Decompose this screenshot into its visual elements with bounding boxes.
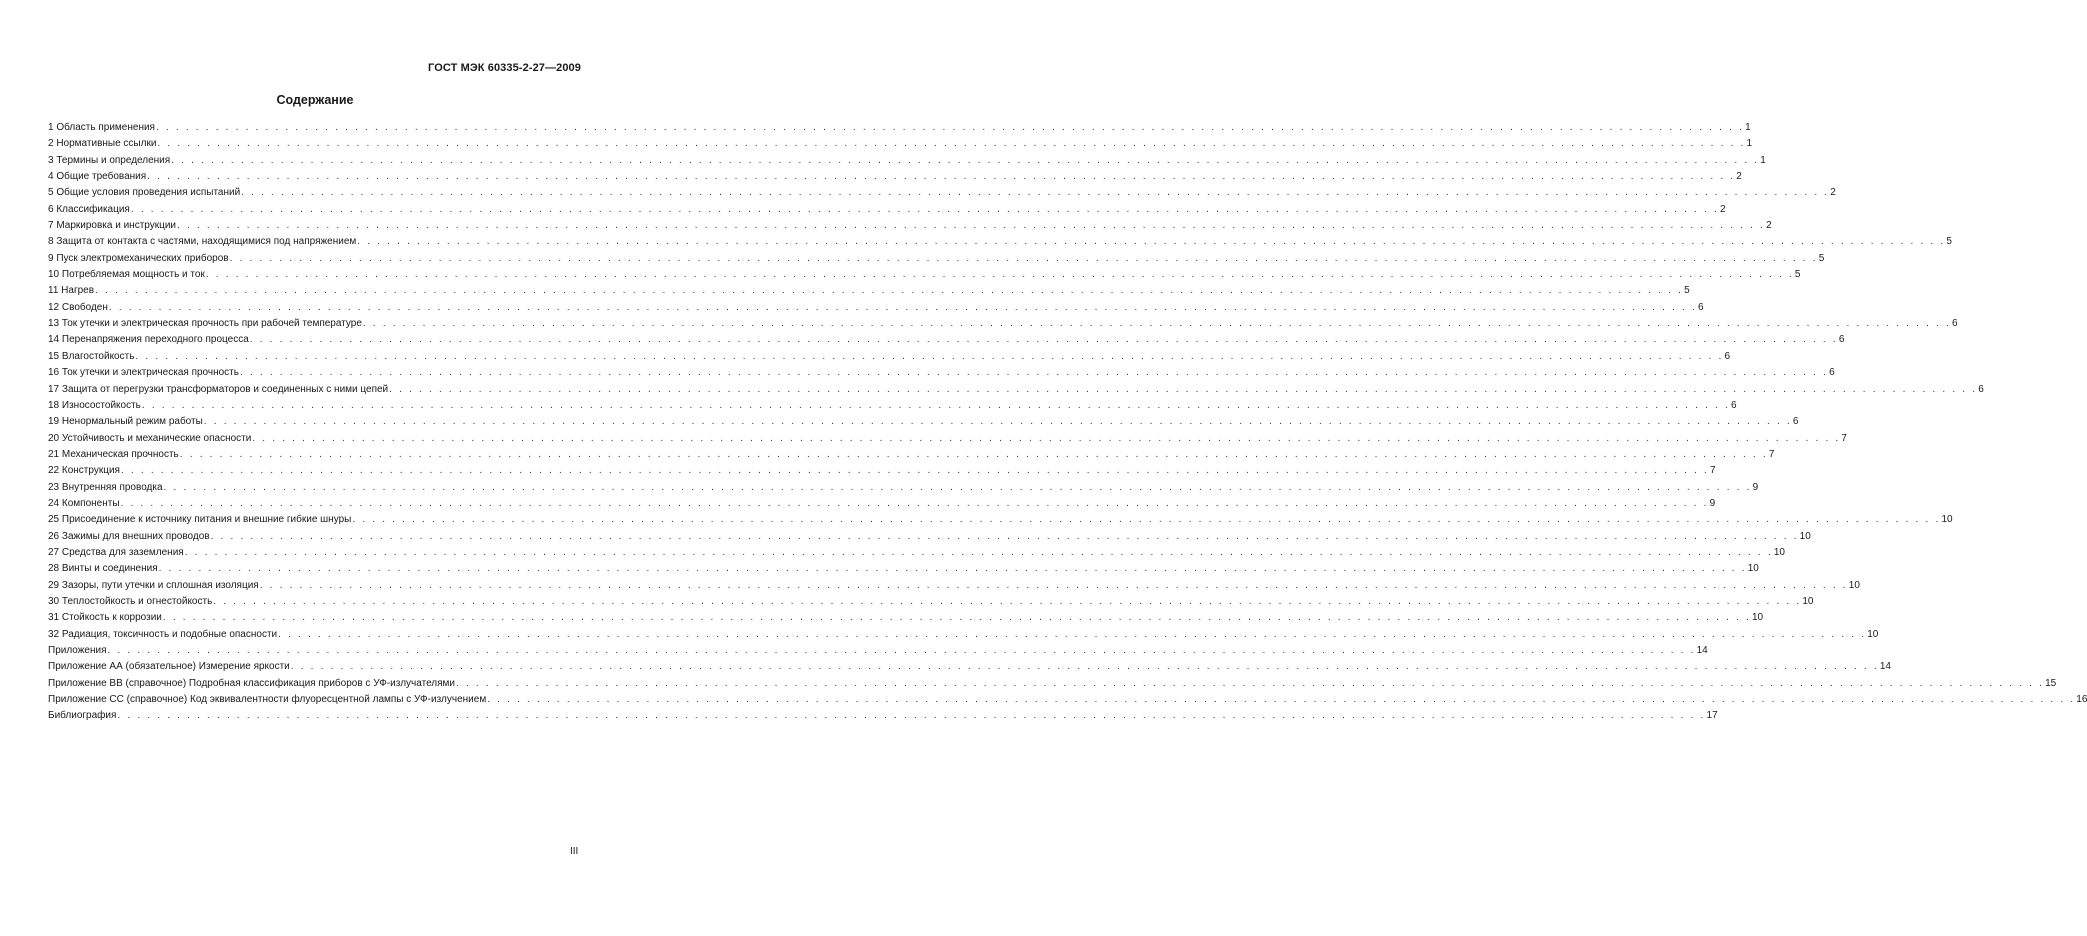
toc-entry-page: 6 <box>1730 399 1737 411</box>
dot-leader: . . . . . . . . . . . . . . . . . . . . . . . . . . . . . . . . . . . . . . . . . . . . . . . . . . . . . . . . . . . . . . . . . . . . . . . . . . . . . . . . . . . . . . . . . . . . . . . . . . . . . . . . . . . . . . . . . . . . . . . . . . . . . . . . . . . . . . . . . . . . . . . . . . . . . . . . . . . . . . . . <box>456 677 2045 689</box>
toc-entry <box>48 643 1708 659</box>
toc-entry-title: 3 Термины и определения <box>48 154 171 166</box>
dot-leader: . . . . . . . . . . . . . . . . . . . . . . . . . . . . . . . . . . . . . . . . . . . . . . . . . . . . . . . . . . . . . . . . . . . . . . . . . . . . . . . . . . . . . . . . . . . . . . . . . . . . . . . . . . . . . . . . . . . . . . . . . . . . . . . . . . . . . . . . . . . . . . . . . . . . . . . . . . . . . . . . <box>130 203 1719 215</box>
toc-entry-title: 28 Винты и соединения <box>48 563 158 575</box>
dot-leader: . . . . . . . . . . . . . . . . . . . . . . . . . . . . . . . . . . . . . . . . . . . . . . . . . . . . . . . . . . . . . . . . . . . . . . . . . . . . . . . . . . . . . . . . . . . . . . . . . . . . . . . . . . . . . . . . . . . . . . . . . . . . . . . . . . . . . . . . . . . . . . . . . . . . . . . . . . . . . . . . <box>120 465 1710 477</box>
toc-entry-page: 6 <box>1792 416 1799 428</box>
dot-leader: . . . . . . . . . . . . . . . . . . . . . . . . . . . . . . . . . . . . . . . . . . . . . . . . . . . . . . . . . . . . . . . . . . . . . . . . . . . . . . . . . . . . . . . . . . . . . . . . . . . . . . . . . . . . . . . . . . . . . . . . . . . . . . . . . . . . . . . . . . . . . . . . . . . . . . . . . . . . . . . . <box>249 334 1838 346</box>
toc-entry-title: 15 Влагостойкость <box>48 350 135 362</box>
toc-entry <box>48 480 1759 496</box>
toc-entry-page: 10 <box>1773 546 1785 558</box>
toc-entry <box>48 447 1775 463</box>
dot-leader: . . . . . . . . . . . . . . . . . . . . . . . . . . . . . . . . . . . . . . . . . . . . . . . . . . . . . . . . . . . . . . . . . . . . . . . . . . . . . . . . . . . . . . . . . . . . . . . . . . . . . . . . . . . . . . . . . . . . . . . . . . . . . . . . . . . . . . . . . . . . . . . . . . . . . . . . . . . . . . . . <box>229 252 1818 264</box>
toc-entry <box>48 659 1891 675</box>
toc-entry-page: 6 <box>1724 350 1731 362</box>
toc-entry <box>48 234 1952 250</box>
dot-leader: . . . . . . . . . . . . . . . . . . . . . . . . . . . . . . . . . . . . . . . . . . . . . . . . . . . . . . . . . . . . . . . . . . . . . . . . . . . . . . . . . . . . . . . . . . . . . . . . . . . . . . . . . . . . . . . . . . . . . . . . . . . . . . . . . . . . . . . . . . . . . . . . . . . . . . . . . . . . . . . . <box>171 154 1760 166</box>
toc-entry-page: 10 <box>1848 579 1860 591</box>
dot-leader: . . . . . . . . . . . . . . . . . . . . . . . . . . . . . . . . . . . . . . . . . . . . . . . . . . . . . . . . . . . . . . . . . . . . . . . . . . . . . . . . . . . . . . . . . . . . . . . . . . . . . . . . . . . . . . . . . . . . . . . . . . . . . . . . . . . . . . . . . . . . . . . . . . . . . . . . . . . . . . . . <box>184 546 1773 558</box>
toc-entry-title: 2 Нормативные ссылки <box>48 138 157 150</box>
toc-entry-title: 19 Ненормальный режим работы <box>48 416 203 428</box>
toc-entry-title: Библиография <box>48 710 117 722</box>
toc-entry-title: 9 Пуск электромеханических приборов <box>48 252 229 264</box>
toc-entry-page: 2 <box>1766 220 1772 232</box>
dot-leader: . . . . . . . . . . . . . . . . . . . . . . . . . . . . . . . . . . . . . . . . . . . . . . . . . . . . . . . . . . . . . . . . . . . . . . . . . . . . . . . . . . . . . . . . . . . . . . . . . . . . . . . . . . . . . . . . . . . . . . . . . . . . . . . . . . . . . . . . . . . . . . . . . . . . . . . . . . . . . . . . <box>117 710 1706 722</box>
toc-entry <box>48 529 1811 545</box>
toc-entry-page: 2 <box>1736 171 1742 183</box>
toc-entry-title: 23 Внутренняя проводка <box>48 481 163 493</box>
toc-entry-page: 7 <box>1768 448 1775 460</box>
toc-entry <box>48 431 1847 447</box>
dot-leader: . . . . . . . . . . . . . . . . . . . . . . . . . . . . . . . . . . . . . . . . . . . . . . . . . . . . . . . . . . . . . . . . . . . . . . . . . . . . . . . . . . . . . . . . . . . . . . . . . . . . . . . . . . . . . . . . . . . . . . . . . . . . . . . . . . . . . . . . . . . . . . . . . . . . . . . . . . . . . . . . <box>389 383 1978 395</box>
toc-entry <box>48 627 1879 643</box>
toc-entry-title: 32 Радиация, токсичность и подобные опасности <box>48 628 278 640</box>
toc-entry <box>48 414 1799 430</box>
toc-entry-title: 4 Общие требования <box>48 171 147 183</box>
toc-entry-title: 8 Защита от контакта с частями, находящимися под напряжением <box>48 236 357 248</box>
toc-entry-page: 6 <box>1978 383 1984 395</box>
toc-entry-title: 13 Ток утечки и электрическая прочность при рабочей температуре <box>48 318 362 330</box>
toc-entry-page: 7 <box>1710 465 1716 477</box>
toc-entry-title: 6 Классификация <box>48 203 130 215</box>
toc-entry-title: Приложения <box>48 645 107 656</box>
dot-leader: . . . . . . . . . . . . . . . . . . . . . . . . . . . . . . . . . . . . . . . . . . . . . . . . . . . . . . . . . . . . . . . . . . . . . . . . . . . . . . . . . . . . . . . . . . . . . . . . . . . . . . . . . . . . . . . . . . . . . . . . . . . . . . . . . . . . . . . . . . . . . . . . . . . . . . . . . . . . . . . . <box>158 563 1747 575</box>
dot-leader: . . . . . . . . . . . . . . . . . . . . . . . . . . . . . . . . . . . . . . . . . . . . . . . . . . . . . . . . . . . . . . . . . . . . . . . . . . . . . . . . . . . . . . . . . . . . . . . . . . . . . . . . . . . . . . . . . . . . . . . . . . . . . . . . . . . . . . . . . . . . . . . . . . . . . . . . . . . . . . . . <box>147 171 1736 183</box>
toc-entry-page: 2 <box>1719 203 1726 215</box>
toc-entry-page: 6 <box>1697 301 1704 313</box>
toc-entry-page: 14 <box>1696 645 1708 656</box>
dot-leader: . . . . . . . . . . . . . . . . . . . . . . . . . . . . . . . . . . . . . . . . . . . . . . . . . . . . . . . . . . . . . . . . . . . . . . . . . . . . . . . . . . . . . . . . . . . . . . . . . . . . . . . . . . . . . . . . . . . . . . . . . . . . . . . . . . . . . . . . . . . . . . . . . . . . . . . . . . . . . . . . <box>107 645 1696 656</box>
dot-leader: . . . . . . . . . . . . . . . . . . . . . . . . . . . . . . . . . . . . . . . . . . . . . . . . . . . . . . . . . . . . . . . . . . . . . . . . . . . . . . . . . . . . . . . . . . . . . . . . . . . . . . . . . . . . . . . . . . . . . . . . . . . . . . . . . . . . . . . . . . . . . . . . . . . . . . . . . . . . . . . . <box>155 122 1745 133</box>
toc-entry <box>48 267 1801 283</box>
dot-leader: . . . . . . . . . . . . . . . . . . . . . . . . . . . . . . . . . . . . . . . . . . . . . . . . . . . . . . . . . . . . . . . . . . . . . . . . . . . . . . . . . . . . . . . . . . . . . . . . . . . . . . . . . . . . . . . . . . . . . . . . . . . . . . . . . . . . . . . . . . . . . . . . . . . . . . . . . . . . . . . . <box>239 367 1829 379</box>
toc-entry-title: 22 Конструкция <box>48 465 120 477</box>
toc-entry-page: 5 <box>1684 285 1690 297</box>
toc-entry-page: 10 <box>1747 563 1759 575</box>
toc-entry <box>48 218 1772 234</box>
toc-entry <box>48 283 1690 299</box>
toc-entry-page: 10 <box>1799 530 1811 542</box>
toc-entry <box>48 463 1716 479</box>
toc-entry <box>48 496 1716 512</box>
toc-entry-title: 17 Защита от перегрузки трансформаторов и соединенных с ними цепей <box>48 383 389 395</box>
dot-leader: . . . . . . . . . . . . . . . . . . . . . . . . . . . . . . . . . . . . . . . . . . . . . . . . . . . . . . . . . . . . . . . . . . . . . . . . . . . . . . . . . . . . . . . . . . . . . . . . . . . . . . . . . . . . . . . . . . . . . . . . . . . . . . . . . . . . . . . . . . . . . . . . . . . . . . . . . . . . . . . . <box>95 285 1684 297</box>
toc-entry-page: 2 <box>1830 187 1836 199</box>
toc-entry-title: 29 Зазоры, пути утечки и сплошная изоляция <box>48 579 259 591</box>
toc-entry <box>48 136 1753 152</box>
toc-entry-title: 10 Потребляемая мощность и ток <box>48 269 205 281</box>
toc-entry <box>48 332 1845 348</box>
toc-entry-title: 21 Механическая прочность <box>48 448 179 460</box>
toc-entry-title: 16 Ток утечки и электрическая прочность <box>48 367 239 379</box>
toc-entry <box>48 365 1835 381</box>
toc-entry-title: 12 Свободен <box>48 301 108 313</box>
toc-entry-title: 18 Износостойкость <box>48 399 141 411</box>
toc-entry-page: 9 <box>1752 481 1759 493</box>
dot-leader: . . . . . . . . . . . . . . . . . . . . . . . . . . . . . . . . . . . . . . . . . . . . . . . . . . . . . . . . . . . . . . . . . . . . . . . . . . . . . . . . . . . . . . . . . . . . . . . . . . . . . . . . . . . . . . . . . . . . . . . . . . . . . . . . . . . . . . . . . . . . . . . . . . . . . . . . . . . . . . . . <box>205 269 1794 281</box>
toc-entry-page: 10 <box>1751 612 1764 624</box>
toc-entry-title: Приложение СС (справочное) Код эквивалентности флуоресцентной лампы с УФ-излучением <box>48 694 487 706</box>
dot-leader: . . . . . . . . . . . . . . . . . . . . . . . . . . . . . . . . . . . . . . . . . . . . . . . . . . . . . . . . . . . . . . . . . . . . . . . . . . . . . . . . . . . . . . . . . . . . . . . . . . . . . . . . . . . . . . . . . . . . . . . . . . . . . . . . . . . . . . . . . . . . . . . . . . . . . . . . . . . . . . . . <box>487 694 2076 706</box>
standard-header: ГОСТ МЭК 60335-2-27—2009 <box>428 62 581 74</box>
dot-leader: . . . . . . . . . . . . . . . . . . . . . . . . . . . . . . . . . . . . . . . . . . . . . . . . . . . . . . . . . . . . . . . . . . . . . . . . . . . . . . . . . . . . . . . . . . . . . . . . . . . . . . . . . . . . . . . . . . . . . . . . . . . . . . . . . . . . . . . . . . . . . . . . . . . . . . . . . . . . . . . . <box>135 350 1724 362</box>
table-of-contents <box>48 120 2087 725</box>
dot-leader: . . . . . . . . . . . . . . . . . . . . . . . . . . . . . . . . . . . . . . . . . . . . . . . . . . . . . . . . . . . . . . . . . . . . . . . . . . . . . . . . . . . . . . . . . . . . . . . . . . . . . . . . . . . . . . . . . . . . . . . . . . . . . . . . . . . . . . . . . . . . . . . . . . . . . . . . . . . . . . . . <box>177 220 1766 232</box>
toc-entry-title: 1 Область применения <box>48 122 155 133</box>
toc-entry-page: 6 <box>1952 318 1958 330</box>
toc-entry-page: 1 <box>1760 154 1766 166</box>
toc-entry-title: 24 Компоненты <box>48 497 120 509</box>
toc-entry-page: 5 <box>1946 236 1952 248</box>
toc-entry <box>48 578 1860 594</box>
toc-entry-title: 26 Зажимы для внешних проводов <box>48 530 210 542</box>
dot-leader: . . . . . . . . . . . . . . . . . . . . . . . . . . . . . . . . . . . . . . . . . . . . . . . . . . . . . . . . . . . . . . . . . . . . . . . . . . . . . . . . . . . . . . . . . . . . . . . . . . . . . . . . . . . . . . . . . . . . . . . . . . . . . . . . . . . . . . . . . . . . . . . . . . . . . . . . . . . . . . . . <box>213 595 1802 607</box>
toc-entry-page: 16 <box>2076 694 2087 706</box>
toc-entry-page: 10 <box>1941 514 1953 526</box>
toc-entry-page: 10 <box>1867 628 1879 640</box>
toc-entry-title: 14 Перенапряжения переходного процесса <box>48 334 249 346</box>
toc-entry-page: 15 <box>2045 677 2057 689</box>
dot-leader: . . . . . . . . . . . . . . . . . . . . . . . . . . . . . . . . . . . . . . . . . . . . . . . . . . . . . . . . . . . . . . . . . . . . . . . . . . . . . . . . . . . . . . . . . . . . . . . . . . . . . . . . . . . . . . . . . . . . . . . . . . . . . . . . . . . . . . . . . . . . . . . . . . . . . . . . . . . . . . . . <box>362 318 1951 330</box>
toc-entry-title: 30 Теплостойкость и огнестойкость <box>48 595 213 607</box>
dot-leader: . . . . . . . . . . . . . . . . . . . . . . . . . . . . . . . . . . . . . . . . . . . . . . . . . . . . . . . . . . . . . . . . . . . . . . . . . . . . . . . . . . . . . . . . . . . . . . . . . . . . . . . . . . . . . . . . . . . . . . . . . . . . . . . . . . . . . . . . . . . . . . . . . . . . . . . . . . . . . . . . <box>290 661 1879 673</box>
dot-leader: . . . . . . . . . . . . . . . . . . . . . . . . . . . . . . . . . . . . . . . . . . . . . . . . . . . . . . . . . . . . . . . . . . . . . . . . . . . . . . . . . . . . . . . . . . . . . . . . . . . . . . . . . . . . . . . . . . . . . . . . . . . . . . . . . . . . . . . . . . . . . . . . . . . . . . . . . . . . . . . . <box>352 514 1941 526</box>
toc-entry-page: 10 <box>1802 595 1814 607</box>
toc-entry <box>48 185 1836 201</box>
dot-leader: . . . . . . . . . . . . . . . . . . . . . . . . . . . . . . . . . . . . . . . . . . . . . . . . . . . . . . . . . . . . . . . . . . . . . . . . . . . . . . . . . . . . . . . . . . . . . . . . . . . . . . . . . . . . . . . . . . . . . . . . . . . . . . . . . . . . . . . . . . . . . . . . . . . . . . . . . . . . . . . . <box>210 530 1799 542</box>
dot-leader: . . . . . . . . . . . . . . . . . . . . . . . . . . . . . . . . . . . . . . . . . . . . . . . . . . . . . . . . . . . . . . . . . . . . . . . . . . . . . . . . . . . . . . . . . . . . . . . . . . . . . . . . . . . . . . . . . . . . . . . . . . . . . . . . . . . . . . . . . . . . . . . . . . . . . . . . . . . . . . . . <box>162 612 1751 624</box>
toc-entry-title: 25 Присоединение к источнику питания и внешние гибкие шнуры <box>48 514 352 526</box>
toc-entry <box>48 676 2057 692</box>
dot-leader: . . . . . . . . . . . . . . . . . . . . . . . . . . . . . . . . . . . . . . . . . . . . . . . . . . . . . . . . . . . . . . . . . . . . . . . . . . . . . . . . . . . . . . . . . . . . . . . . . . . . . . . . . . . . . . . . . . . . . . . . . . . . . . . . . . . . . . . . . . . . . . . . . . . . . . . . . . . . . . . . <box>241 187 1830 199</box>
toc-entry-page: 7 <box>1841 432 1847 444</box>
dot-leader: . . . . . . . . . . . . . . . . . . . . . . . . . . . . . . . . . . . . . . . . . . . . . . . . . . . . . . . . . . . . . . . . . . . . . . . . . . . . . . . . . . . . . . . . . . . . . . . . . . . . . . . . . . . . . . . . . . . . . . . . . . . . . . . . . . . . . . . . . . . . . . . . . . . . . . . . . . . . . . . . <box>108 301 1697 313</box>
toc-entry-title: Приложение ВВ (справочное) Подробная классификация приборов с УФ-излучателями <box>48 677 456 689</box>
toc-entry <box>48 300 1704 316</box>
toc-entry <box>48 153 1766 169</box>
toc-entry <box>48 561 1759 577</box>
dot-leader: . . . . . . . . . . . . . . . . . . . . . . . . . . . . . . . . . . . . . . . . . . . . . . . . . . . . . . . . . . . . . . . . . . . . . . . . . . . . . . . . . . . . . . . . . . . . . . . . . . . . . . . . . . . . . . . . . . . . . . . . . . . . . . . . . . . . . . . . . . . . . . . . . . . . . . . . . . . . . . . . <box>203 416 1792 428</box>
dot-leader: . . . . . . . . . . . . . . . . . . . . . . . . . . . . . . . . . . . . . . . . . . . . . . . . . . . . . . . . . . . . . . . . . . . . . . . . . . . . . . . . . . . . . . . . . . . . . . . . . . . . . . . . . . . . . . . . . . . . . . . . . . . . . . . . . . . . . . . . . . . . . . . . . . . . . . . . . . . . . . . . <box>357 236 1946 248</box>
toc-entry <box>48 545 1785 561</box>
toc-entry <box>48 169 1742 185</box>
toc-entry-title: 5 Общие условия проведения испытаний <box>48 187 241 199</box>
toc-entry-title: 11 Нагрев <box>48 285 95 297</box>
toc-entry <box>48 512 1953 528</box>
toc-entry-page: 6 <box>1829 367 1835 379</box>
toc-entry <box>48 202 1726 218</box>
toc-entry-page: 5 <box>1794 269 1801 281</box>
page-title: Содержание <box>276 93 354 107</box>
toc-entry <box>48 120 1751 136</box>
dot-leader: . . . . . . . . . . . . . . . . . . . . . . . . . . . . . . . . . . . . . . . . . . . . . . . . . . . . . . . . . . . . . . . . . . . . . . . . . . . . . . . . . . . . . . . . . . . . . . . . . . . . . . . . . . . . . . . . . . . . . . . . . . . . . . . . . . . . . . . . . . . . . . . . . . . . . . . . . . . . . . . . <box>259 579 1848 591</box>
toc-entry <box>48 251 1825 267</box>
dot-leader: . . . . . . . . . . . . . . . . . . . . . . . . . . . . . . . . . . . . . . . . . . . . . . . . . . . . . . . . . . . . . . . . . . . . . . . . . . . . . . . . . . . . . . . . . . . . . . . . . . . . . . . . . . . . . . . . . . . . . . . . . . . . . . . . . . . . . . . . . . . . . . . . . . . . . . . . . . . . . . . . <box>278 628 1867 640</box>
toc-entry-title: 20 Устойчивость и механические опасности <box>48 432 252 444</box>
toc-entry-page: 1 <box>1745 122 1751 133</box>
toc-entry <box>48 382 1984 398</box>
toc-entry-title: 27 Средства для заземления <box>48 546 184 558</box>
toc-entry-page: 5 <box>1818 252 1825 264</box>
toc-entry-page: 9 <box>1709 497 1716 509</box>
toc-entry <box>48 692 2087 708</box>
toc-entry-title: Приложение АА (обязательное) Измерение яркости <box>48 661 290 673</box>
toc-entry-page: 1 <box>1746 138 1753 150</box>
toc-entry <box>48 349 1731 365</box>
page-number-footer: III <box>570 846 579 857</box>
toc-entry <box>48 594 1814 610</box>
toc-entry-page: 6 <box>1838 334 1845 346</box>
dot-leader: . . . . . . . . . . . . . . . . . . . . . . . . . . . . . . . . . . . . . . . . . . . . . . . . . . . . . . . . . . . . . . . . . . . . . . . . . . . . . . . . . . . . . . . . . . . . . . . . . . . . . . . . . . . . . . . . . . . . . . . . . . . . . . . . . . . . . . . . . . . . . . . . . . . . . . . . . . . . . . . . <box>141 399 1730 411</box>
dot-leader: . . . . . . . . . . . . . . . . . . . . . . . . . . . . . . . . . . . . . . . . . . . . . . . . . . . . . . . . . . . . . . . . . . . . . . . . . . . . . . . . . . . . . . . . . . . . . . . . . . . . . . . . . . . . . . . . . . . . . . . . . . . . . . . . . . . . . . . . . . . . . . . . . . . . . . . . . . . . . . . . <box>163 481 1752 493</box>
dot-leader: . . . . . . . . . . . . . . . . . . . . . . . . . . . . . . . . . . . . . . . . . . . . . . . . . . . . . . . . . . . . . . . . . . . . . . . . . . . . . . . . . . . . . . . . . . . . . . . . . . . . . . . . . . . . . . . . . . . . . . . . . . . . . . . . . . . . . . . . . . . . . . . . . . . . . . . . . . . . . . . . <box>157 138 1746 150</box>
toc-entry-title: 7 Маркировка и инструкции <box>48 220 177 232</box>
toc-entry-page: 14 <box>1879 661 1891 673</box>
toc-entry <box>48 610 1764 626</box>
toc-entry <box>48 708 1718 724</box>
toc-entry <box>48 316 1958 332</box>
toc-entry <box>48 398 1737 414</box>
toc-entry-title: 31 Стойкость к коррозии <box>48 612 162 624</box>
dot-leader: . . . . . . . . . . . . . . . . . . . . . . . . . . . . . . . . . . . . . . . . . . . . . . . . . . . . . . . . . . . . . . . . . . . . . . . . . . . . . . . . . . . . . . . . . . . . . . . . . . . . . . . . . . . . . . . . . . . . . . . . . . . . . . . . . . . . . . . . . . . . . . . . . . . . . . . . . . . . . . . . <box>179 448 1768 460</box>
dot-leader: . . . . . . . . . . . . . . . . . . . . . . . . . . . . . . . . . . . . . . . . . . . . . . . . . . . . . . . . . . . . . . . . . . . . . . . . . . . . . . . . . . . . . . . . . . . . . . . . . . . . . . . . . . . . . . . . . . . . . . . . . . . . . . . . . . . . . . . . . . . . . . . . . . . . . . . . . . . . . . . . <box>252 432 1841 444</box>
toc-entry-page: 17 <box>1706 710 1718 722</box>
dot-leader: . . . . . . . . . . . . . . . . . . . . . . . . . . . . . . . . . . . . . . . . . . . . . . . . . . . . . . . . . . . . . . . . . . . . . . . . . . . . . . . . . . . . . . . . . . . . . . . . . . . . . . . . . . . . . . . . . . . . . . . . . . . . . . . . . . . . . . . . . . . . . . . . . . . . . . . . . . . . . . . . <box>120 497 1709 509</box>
